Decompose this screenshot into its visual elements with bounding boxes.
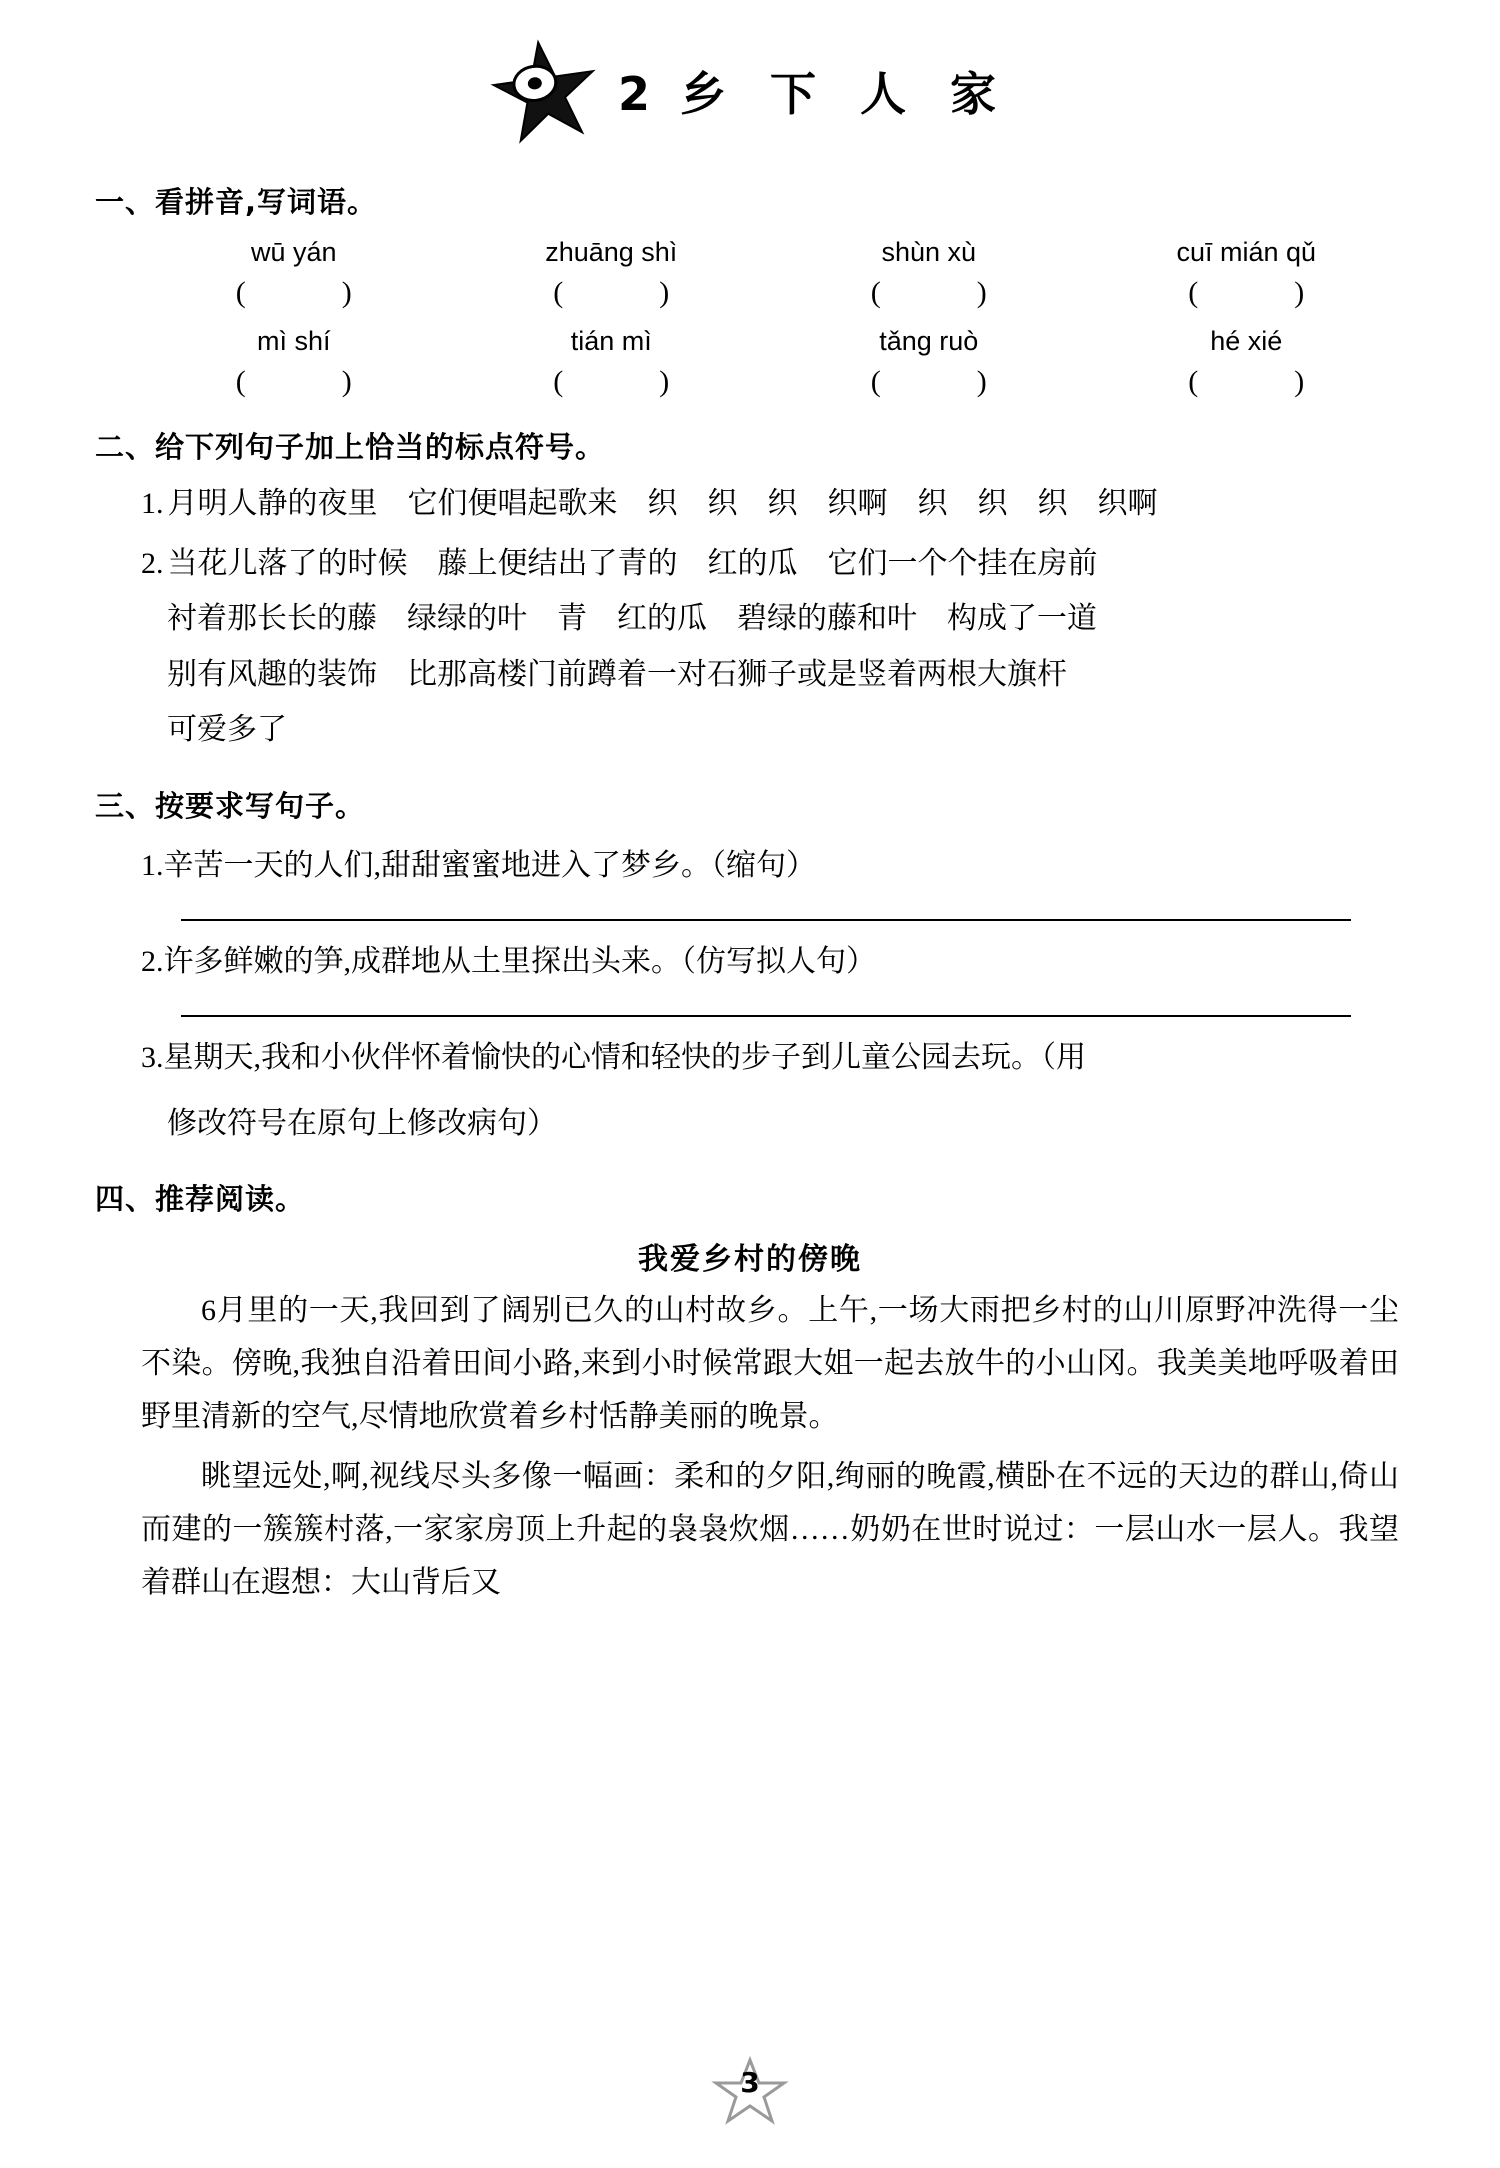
blank-close: ) bbox=[976, 365, 987, 398]
answer-writing-line[interactable] bbox=[181, 1015, 1351, 1017]
item-number: 2. bbox=[141, 546, 164, 580]
question-item bbox=[141, 935, 1405, 989]
pinyin-row-1 bbox=[95, 237, 1405, 268]
blank-open: ( bbox=[235, 276, 246, 309]
star-badge-icon bbox=[490, 36, 600, 146]
answer-blank[interactable] bbox=[453, 365, 771, 399]
exercise-3-items bbox=[95, 839, 1405, 1151]
star-outline-icon bbox=[711, 2052, 789, 2130]
pinyin-word: tián mì bbox=[570, 326, 652, 356]
question-item bbox=[141, 476, 1405, 532]
blank-open: ( bbox=[553, 365, 564, 398]
pinyin-word: shùn xù bbox=[881, 237, 977, 267]
page-number: 3 bbox=[740, 2066, 760, 2099]
reading-paragraph: 眺望远处,啊,视线尽头多像一幅画：柔和的夕阳,绚丽的晚霞,横卧在不远的天边的群山,倚山而建的一簇簇村落,一家家房顶上升起的袅袅炊烟……奶奶在世时说过：一层山水一层人。我望着群山在遐想：大山背后又 bbox=[141, 1459, 1399, 1600]
answer-blank[interactable] bbox=[1088, 365, 1406, 399]
item-number: 1. bbox=[141, 848, 164, 882]
page-title-row bbox=[95, 0, 1405, 154]
reading-passage-title: 我爱乡村的傍晚 bbox=[638, 1241, 862, 1277]
exercise-2-items bbox=[95, 476, 1405, 758]
lesson-title: 乡 下 人 家 bbox=[679, 67, 1011, 121]
item-number: 2. bbox=[141, 944, 164, 978]
answer-blank[interactable] bbox=[770, 276, 1088, 310]
exercise-3-heading: 三、按要求写句子。 bbox=[95, 788, 366, 823]
item-number: 1. bbox=[141, 487, 164, 520]
exercise-1-heading: 一、看拼音,写词语。 bbox=[95, 185, 378, 219]
lesson-number: 2 bbox=[617, 67, 664, 121]
reading-paragraph: 6月里的一天,我回到了阔别已久的山村故乡。上午,一场大雨把乡村的山川原野冲洗得一尘不染。傍晚,我独自沿着田间小路,来到小时候常跟大姐一起去放牛的小山冈。我美美地呼吸着田野里清新的空气,尽情地欣赏着乡村恬静美丽的晚景。 bbox=[141, 1293, 1399, 1434]
item-text: 辛苦一天的人们,甜甜蜜蜜地进入了梦乡。（缩句） bbox=[163, 848, 816, 882]
blank-open: ( bbox=[1188, 365, 1199, 398]
blank-close: ) bbox=[659, 365, 670, 398]
exercise-2-heading: 二、给下列句子加上恰当的标点符号。 bbox=[95, 430, 606, 464]
blank-close: ) bbox=[341, 365, 352, 398]
pinyin-word: cuī mián qǔ bbox=[1176, 237, 1317, 267]
blank-open: ( bbox=[553, 276, 564, 309]
question-item bbox=[141, 536, 1405, 592]
pinyin-word: mì shí bbox=[256, 326, 331, 356]
blank-close: ) bbox=[1294, 365, 1305, 398]
answer-blanks-row-1 bbox=[95, 276, 1405, 310]
blank-open: ( bbox=[870, 365, 881, 398]
answer-blank[interactable] bbox=[770, 365, 1088, 399]
item-text-continued: 别有风趣的装饰 比那高楼门前蹲着一对石狮子或是竖着两根大旗杆 bbox=[167, 657, 1067, 691]
item-text-continued: 可爱多了 bbox=[167, 713, 287, 746]
answer-blank[interactable] bbox=[135, 365, 453, 399]
answer-blanks-row-2 bbox=[95, 365, 1405, 399]
blank-open: ( bbox=[1188, 276, 1199, 309]
blank-open: ( bbox=[870, 276, 881, 309]
item-text-continued: 衬着那长长的藤 绿绿的叶 青 红的瓜 碧绿的藤和叶 构成了一道 bbox=[167, 602, 1097, 635]
blank-open: ( bbox=[235, 365, 246, 398]
pinyin-word: hé xié bbox=[1210, 326, 1283, 356]
question-item bbox=[141, 1031, 1405, 1085]
item-text: 月明人静的夜里 它们便唱起歌来 织 织 织 织啊 织 织 织 织啊 bbox=[167, 487, 1158, 520]
pinyin-word: zhuāng shì bbox=[545, 237, 678, 267]
page-footer bbox=[0, 2052, 1500, 2130]
answer-blank[interactable] bbox=[1088, 276, 1406, 310]
question-item bbox=[141, 839, 1405, 893]
blank-close: ) bbox=[659, 276, 670, 309]
pinyin-word: tǎng ruò bbox=[879, 326, 979, 356]
blank-close: ) bbox=[341, 276, 352, 309]
answer-writing-line[interactable] bbox=[181, 919, 1351, 921]
item-number: 3. bbox=[141, 1040, 164, 1074]
blank-close: ) bbox=[1294, 276, 1305, 309]
answer-blank[interactable] bbox=[453, 276, 771, 310]
exercise-4-heading: 四、推荐阅读。 bbox=[95, 1181, 306, 1216]
item-text: 星期天,我和小伙伴怀着愉快的心情和轻快的步子到儿童公园去玩。（用 bbox=[163, 1040, 1086, 1074]
page-title bbox=[618, 58, 1010, 124]
blank-close: ) bbox=[976, 276, 987, 309]
pinyin-row-2 bbox=[95, 326, 1405, 357]
item-text: 许多鲜嫩的笋,成群地从土里探出头来。（仿写拟人句） bbox=[163, 944, 876, 978]
item-text-continued: 修改符号在原句上修改病句） bbox=[167, 1106, 557, 1140]
item-text: 当花儿落了的时候 藤上便结出了青的 红的瓜 它们一个个挂在房前 bbox=[167, 546, 1098, 580]
answer-blank[interactable] bbox=[135, 276, 453, 310]
pinyin-word: wū yán bbox=[250, 237, 337, 267]
